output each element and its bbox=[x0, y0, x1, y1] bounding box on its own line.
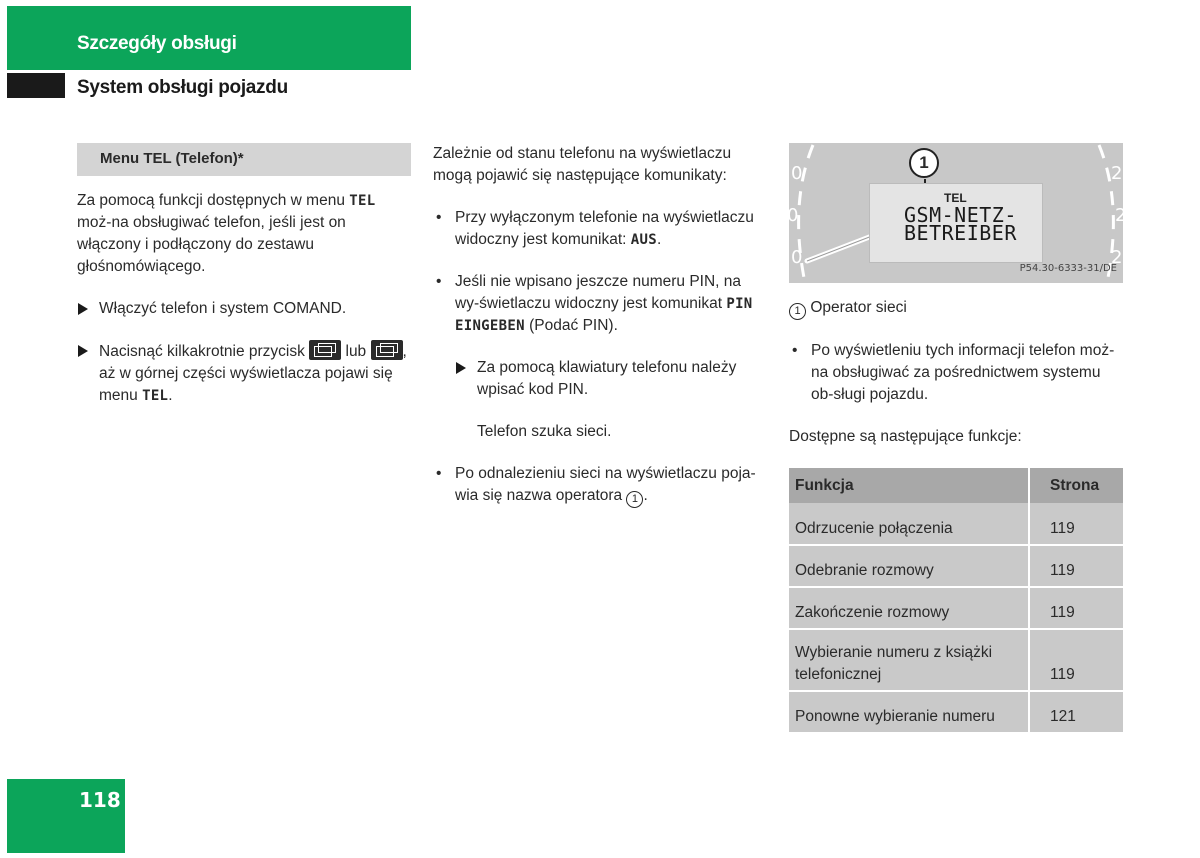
gauge-tick-label: 2 bbox=[1115, 205, 1127, 226]
figure-code: P54.30-6333-31/DE bbox=[1019, 263, 1117, 274]
table-header-page: Strona bbox=[1029, 468, 1123, 503]
table-header-function: Funkcja bbox=[789, 468, 1029, 503]
lcd-display bbox=[869, 183, 1043, 263]
functions-table bbox=[789, 468, 1123, 734]
page-number-box bbox=[7, 779, 125, 853]
intro-paragraph: Za pomocą funkcji dostępnych w menu TEL moż-na obsługiwać telefon, jeśli jest on włączony i podłączony do zestawu głośnomówiącego. bbox=[77, 192, 376, 275]
table-row: Wybieranie numeru z książki telefonicznej 119 bbox=[789, 629, 1123, 691]
display-key-icon bbox=[309, 340, 341, 360]
table-row: Odebranie rozmowy 119 bbox=[789, 545, 1123, 587]
section-title: Szczegóły obsługi bbox=[77, 33, 237, 54]
gauge-tick-label: 0 bbox=[791, 163, 803, 184]
legend: 1 Operator sieci bbox=[789, 297, 1123, 320]
step-enter-pin: Za pomocą klawiatury telefonu należy wpisać kod PIN. bbox=[433, 357, 768, 401]
step-turn-on: Włączyć telefon i system COMAND. bbox=[77, 298, 411, 320]
display-key-icon bbox=[371, 340, 403, 360]
lcd-message: GSM-NETZ- BETREIBER bbox=[904, 203, 1017, 245]
gauge-tick-label: 0 bbox=[787, 205, 799, 226]
menu-tel-heading: Menu TEL (Telefon)* bbox=[77, 143, 411, 176]
callout-ref-icon: 1 bbox=[789, 303, 806, 320]
callout-ref-icon: 1 bbox=[626, 491, 643, 508]
bullet-operate: • Po wyświetleniu tych informacji telefon moż-na obsługiwać za pośrednictwem systemu ob-sługi pojazdu. bbox=[792, 342, 1115, 403]
step-press-button: Nacisnąć kilkakrotnie przycisk lub , aż w górnej części wyświetlacza pojawi się menu TEL. bbox=[77, 340, 411, 407]
gauge-tick-label: 2 bbox=[1111, 247, 1123, 268]
column-3 bbox=[787, 143, 1127, 734]
messages-intro: Zależnie od stanu telefonu na wyświetlaczu mogą pojawić się następujące komunikaty: bbox=[433, 145, 732, 184]
bullet-phone-off: • Przy wyłączonym telefonie na wyświetlaczu widoczny jest komunikat: AUS. bbox=[436, 209, 754, 248]
display-figure bbox=[787, 143, 1127, 283]
gauge-tick-label: 2 bbox=[1111, 163, 1123, 184]
lcd-menu-label: TEL bbox=[944, 191, 967, 205]
gauge-tick-label: 0 bbox=[791, 247, 803, 268]
table-row: Ponowne wybieranie numeru 121 bbox=[789, 691, 1123, 733]
triangle-bullet-icon bbox=[78, 345, 88, 357]
functions-intro: Dostępne są następujące funkcje: bbox=[789, 428, 1022, 445]
triangle-bullet-icon bbox=[78, 303, 88, 315]
table-row: Odrzucenie połączenia 119 bbox=[789, 503, 1123, 545]
callout-1: 1 bbox=[909, 148, 939, 178]
searching-note: Telefon szuka sieci. bbox=[477, 423, 612, 440]
triangle-bullet-icon bbox=[456, 362, 466, 374]
bullet-pin: • Jeśli nie wpisano jeszcze numeru PIN, na wy-świetlaczu widoczny jest komunikat PIN EINGEBEN (Podać PIN). bbox=[436, 273, 753, 334]
page-number: 118 bbox=[79, 788, 121, 812]
column-1 bbox=[77, 143, 411, 427]
bullet-network-found: • Po odnalezieniu sieci na wyświetlaczu poja-wia się nazwa operatora 1 . bbox=[433, 463, 768, 508]
page-subtitle: System obsługi pojazdu bbox=[77, 77, 288, 98]
section-header bbox=[7, 6, 411, 70]
subtitle-marker bbox=[7, 73, 65, 98]
table-row: Zakończenie rozmowy 119 bbox=[789, 587, 1123, 629]
column-2 bbox=[433, 143, 768, 528]
